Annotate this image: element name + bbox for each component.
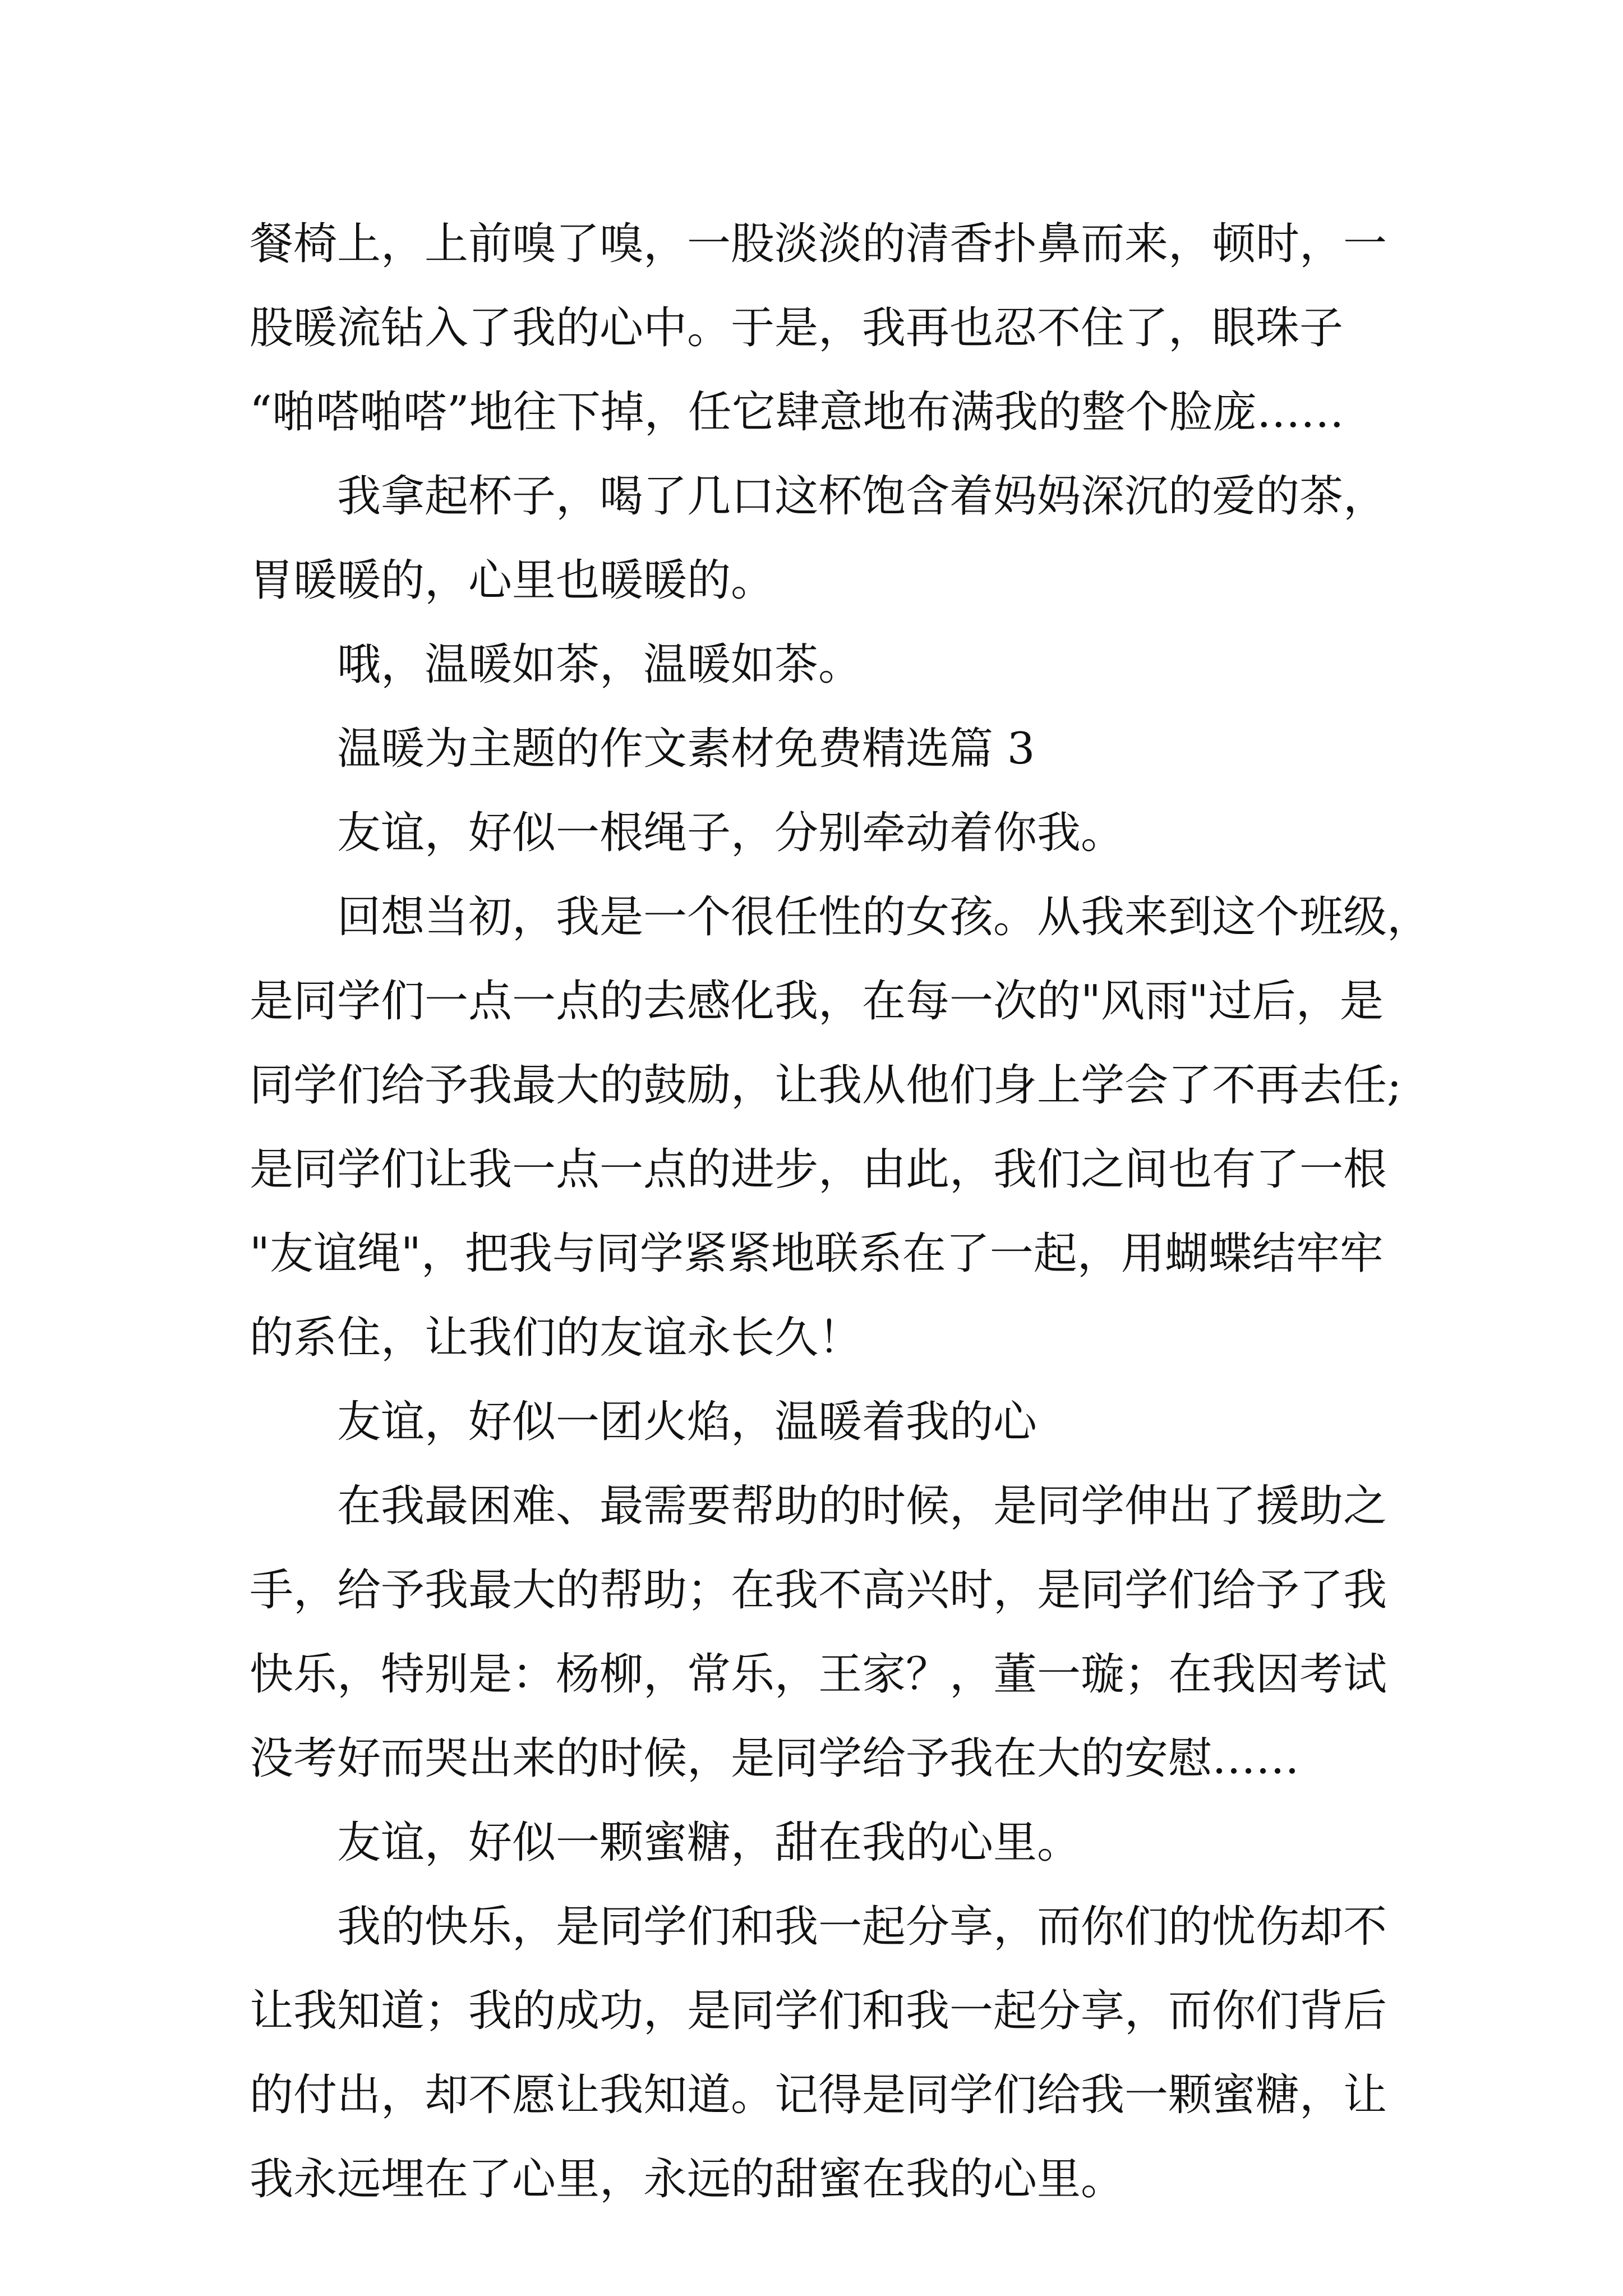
text-line: 回想当初，我是一个很任性的女孩。从我来到这个班级， [250,892,1431,942]
text-line: “啪嗒啪嗒”地往下掉，任它肆意地布满我的整个脸庞…… [250,387,1344,438]
text-line: 胃暖暖的，心里也暖暖的。 [250,555,775,606]
text-line: 是同学们让我一点一点的进步，由此，我们之间也有了一根 [250,1144,1387,1195]
text-line: 让我知道；我的成功，是同学们和我一起分享，而你们背后 [250,1986,1387,2036]
text-line: 友谊，好似一颗蜜糖，甜在我的心里。 [250,1818,1081,1868]
text-line: 快乐，特别是：杨柳，常乐，王家？，董一璇；在我因考试 [250,1649,1387,1700]
text-line: 没考好而哭出来的时候，是同学给予我在大的安慰…… [250,1733,1300,1784]
text-line: 我永远埋在了心里，永远的甜蜜在我的心里。 [250,2154,1125,2205]
text-line: 手，给予我最大的帮助；在我不高兴时，是同学们给予了我 [250,1565,1387,1616]
article-text [250,202,1431,2221]
text-line: 我拿起杯子，喝了几口这杯饱含着妈妈深沉的爱的茶， [250,471,1387,522]
text-line: 哦，温暖如茶，温暖如茶。 [250,639,863,690]
text-line: 友谊，好似一团火焰，温暖着我的心 [250,1397,1038,1447]
text-line: 我的快乐，是同学们和我一起分享，而你们的忧伤却不 [250,1902,1387,1952]
section-heading: 温暖为主题的作文素材免费精选篇 3 [250,724,1035,774]
text-line: 的付出，却不愿让我知道。记得是同学们给我一颗蜜糖，让 [250,2070,1387,2120]
text-line: 餐椅上，上前嗅了嗅，一股淡淡的清香扑鼻而来，顿时，一 [250,219,1387,269]
text-line: 股暖流钻入了我的心中。于是，我再也忍不住了，眼珠子 [250,303,1344,353]
text-line: 的系住，让我们的友谊永长久！ [250,1313,863,1363]
text-line: 是同学们一点一点的去感化我，在每一次的"风雨"过后，是 [250,976,1384,1027]
text-line: 在我最困难、最需要帮助的时候，是同学伸出了援助之 [250,1481,1387,1531]
text-line: 友谊，好似一根绳子，分别牵动着你我。 [250,808,1125,858]
text-line: 同学们给予我最大的鼓励，让我从他们身上学会了不再去任; [250,1060,1402,1111]
text-line: "友谊绳"，把我与同学紧紧地联系在了一起，用蝴蝶结牢牢 [250,1228,1384,1279]
